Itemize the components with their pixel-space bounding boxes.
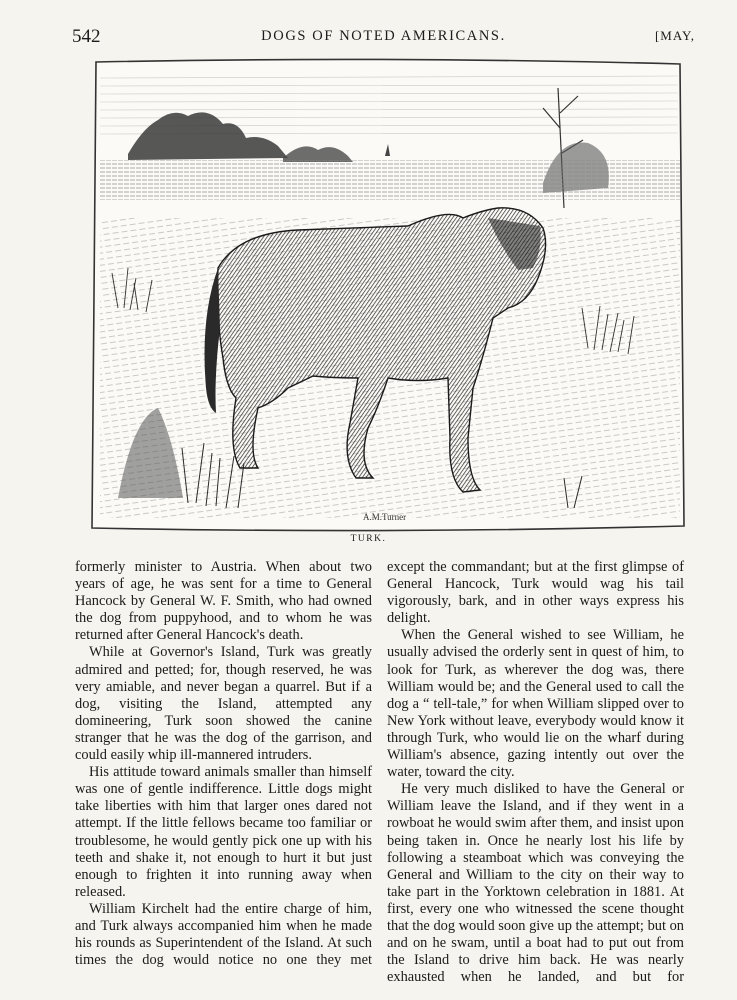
engraving-illustration: [88, 58, 686, 532]
page-number: 542: [72, 26, 101, 47]
text-column-right: [387, 559, 684, 986]
paragraph: except the commandant; but at the first glimpse of General Hancock, Turk would wag his tail vigorously, bark, and in other ways express his delight.: [387, 559, 684, 627]
artist-signature: A.M.Turner: [363, 512, 407, 522]
running-header: [72, 26, 695, 48]
paragraph: When the General wished to see William, he usually advised the orderly sent in quest of him, to look for Turk, as wherever the dog was, there William would be; and the General used to call the dog a “ tell-tale,” for when William slipped over to New York without leave, everybody would know it through Turk, who would lie on the wharf during William's absence, gazing intently out over the water, toward the city.: [387, 627, 684, 781]
paragraph: formerly minister to Austria. When about two years of age, he was sent for a time to General Hancock by General W. F. Smith, who had owned the dog from puppyhood, and to whom he was returned after General Hancock's death.: [75, 559, 372, 644]
paragraph: His attitude toward animals smaller than himself was one of gentle indifference. Little dogs might take liberties with him that larger ones dared not attempt. If the little fellows became too familiar or troublesome, he would gently pick one up with his teeth and shake it, not enough to hurt it but just enough to frighten it into running away when released.: [75, 764, 372, 900]
text-column-left: [75, 559, 372, 969]
paragraph: He very much disliked to have the General or William leave the Island, and if they went in a rowboat he would swim after them, and insist upon being taken in. Once he nearly lost his life by following a steamboat which was conveying the General and William to the city on their way to take part in the Yorktown celebration in 1881. At first, every one who witnessed the scene thought that the dog would soon give up the attempt; but on and on he swam, until a boat had to put out from the Island to drive him back. He was nearly exhausted when he landed, and but for: [387, 781, 684, 986]
paragraph: William Kirchelt had the entire charge of him, and Turk always accompanied him when he made his rounds as Superintendent of the Island. At such times the dog would notice no one they met: [75, 900, 372, 969]
engraving-turk: [88, 58, 686, 532]
water: [100, 160, 680, 200]
running-title: DOGS OF NOTED AMERICANS.: [261, 28, 506, 44]
figure-caption: TURK.: [350, 534, 387, 544]
paragraph: While at Governor's Island, Turk was greatly admired and petted; for, though reserved, he was very amiable, and never began a quarrel. But if a dog, visiting the Island, attempted any domineering, Turk soon showed the canine stranger that he was the dog of the garrison, and could easily whip ill-mannered intruders.: [75, 644, 372, 764]
running-month: [MAY,: [654, 28, 695, 43]
